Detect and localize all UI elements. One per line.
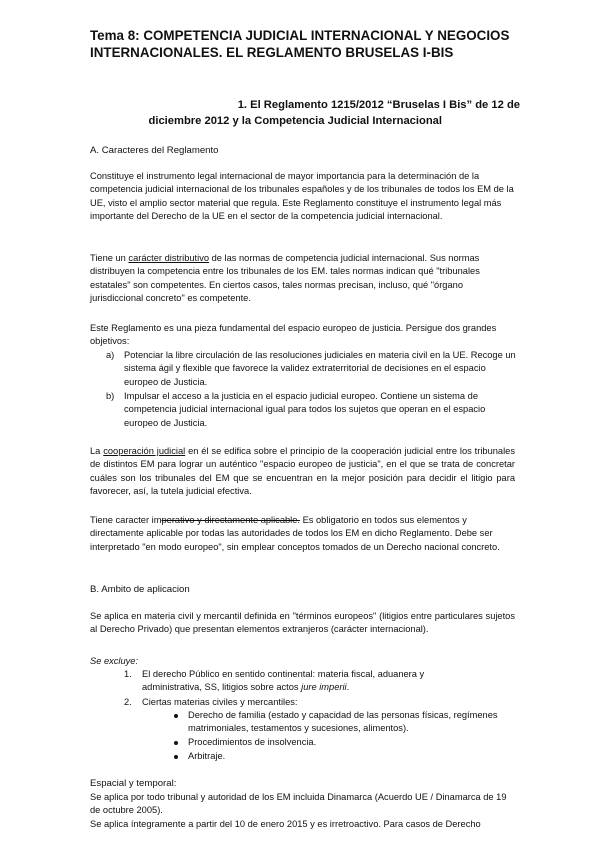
- paragraph-a2-start: Tiene un: [90, 253, 129, 263]
- bullet-icon: [174, 714, 178, 718]
- paragraph-a2-rest: de las normas de competencia judicial internacional. Sus normas distribuyen la competencia entre los tribunales de los EM. tales normas indican qué "tribunales estatales" son competentes. En ciertos casos, tales normas precisan, incluso, qué "órgano jurisdiccional concreto" es competente.: [90, 253, 480, 304]
- exclusion-1-start: El derecho Público en sentido continental: materia fiscal, aduanera y administrativa, SS, litigios sobre actos: [142, 669, 425, 693]
- paragraph-a1: Constituye el instrumento legal internacional de mayor importancia para la determinación de la competencia judicial internacional de los tribunales españoles y de los tribunales de todos los EM de la UE, visto el amplio sector material que regula. Este Reglamento constituye el instrumento legal más importante del Derecho de la UE en el sector de la competencia judicial internacional.: [90, 171, 514, 222]
- espacial-temporal-title: Espacial y temporal:: [90, 778, 177, 789]
- bullet-icon: [174, 755, 178, 759]
- objective-b-marker: b): [106, 391, 115, 401]
- paragraph-a3: Este Reglamento es una pieza fundamental del espacio europeo de justicia. Persigue dos grandes objetivos:: [90, 323, 497, 347]
- paragraph-a4-start: La: [90, 446, 104, 456]
- top-edge-mark: [290, 0, 310, 3]
- section-heading-1: [130, 98, 520, 129]
- bullet-item-2: Procedimientos de insolvencia.: [188, 737, 317, 747]
- paragraph-a2: [90, 252, 515, 306]
- page-title: Tema 8: COMPETENCIA JUDICIAL INTERNACIONAL Y NEGOCIOS INTERNACIONALES. EL REGLAMENTO BRUSELAS I-BIS: [90, 28, 510, 60]
- bullet-item-3: Arbitraje.: [188, 751, 226, 761]
- excluye-label: [90, 655, 515, 668]
- subsection-a-title: A. Caracteres del Reglamento: [90, 145, 219, 156]
- exclusion-1-marker: 1.: [124, 669, 132, 679]
- exclusion-2-text: Ciertas materias civiles y mercantiles:: [142, 697, 298, 707]
- exclusion-1-text: [142, 668, 442, 695]
- section-heading-line-2: diciembre 2012 y la Competencia Judicial Internacional: [148, 114, 442, 127]
- exclusion-2-marker: 2.: [124, 697, 132, 707]
- paragraph-a5-rest: Es obligatorio en todos sus elementos y directamente aplicable por todas las autoridades de todos los EM en dicho Reglamento. Debe ser interpretado "en modo europeo", sin emplear conceptos tomados de un Derecho nacional concreto.: [90, 515, 500, 552]
- struck-text: perativo y directamente aplicable.: [161, 515, 300, 525]
- paragraph-a5-start: Tiene caracter im: [90, 515, 162, 525]
- paragraph-b1: Se aplica en materia civil y mercantil definida en "términos europeos" (litigios entre particulares sujetos al Derecho Privado) que presentan elementos extranjeros (carácter internacional).: [90, 611, 515, 635]
- subsection-b-title: B. Ambito de aplicacion: [90, 584, 190, 595]
- paragraph-a4-rest: en él se edifica sobre el principio de la cooperación judicial entre los tribunales de distintos EM para lograr un auténtico "espacio europeo de justicia", en el que se trata de concretar cuáles son los tribunales del EM que se encuentran en la mejor posición para decidir el litigio para favorecer, así, la tutela judicial efectiva.: [90, 446, 515, 497]
- objective-b-text: Impulsar el acceso a la justicia en el espacio judicial europeo. Contiene un sistema de competencia judicial internacional igual para todos los sujetos que operan en el espacio europeo de Justicia.: [124, 391, 486, 428]
- paragraph-b3: Se aplica íntegramente a partir del 10 de enero 2015 y es irretroactivo. Para casos de Derecho: [90, 819, 481, 829]
- excluye-text: Se excluye:: [90, 656, 139, 666]
- bullet-icon: [174, 741, 178, 745]
- objective-a-marker: a): [106, 350, 115, 360]
- paragraph-a5: [90, 514, 515, 554]
- paragraph-b2: Se aplica por todo tribunal y autoridad de los EM incluida Dinamarca (Acuerdo UE / Dinamarca de 19 de octubre 2005).: [90, 792, 507, 816]
- bullet-item-1: Derecho de familia (estado y capacidad de las personas físicas, regímenes matrimoniales, testamentos y sucesiones, alimentos).: [188, 710, 498, 734]
- exclusion-1-end: .: [346, 682, 350, 693]
- caracter-distributivo-term: carácter distributivo: [128, 253, 210, 263]
- objective-a-text: Potenciar la libre circulación de las resoluciones judiciales en materia civil en la UE. Recoge un sistema ágil y flexible que favorece la validez extraterritorial de decisiones en el espacio europeo de Justicia.: [124, 350, 516, 387]
- cooperacion-judicial-term: cooperación judicial: [103, 446, 186, 456]
- section-heading-line-1: 1. El Reglamento 1215/2012 “Bruselas I Bis” de 12 de: [237, 99, 520, 111]
- jure-imperii-term: jure imperii: [301, 682, 347, 693]
- paragraph-a4: [90, 445, 515, 499]
